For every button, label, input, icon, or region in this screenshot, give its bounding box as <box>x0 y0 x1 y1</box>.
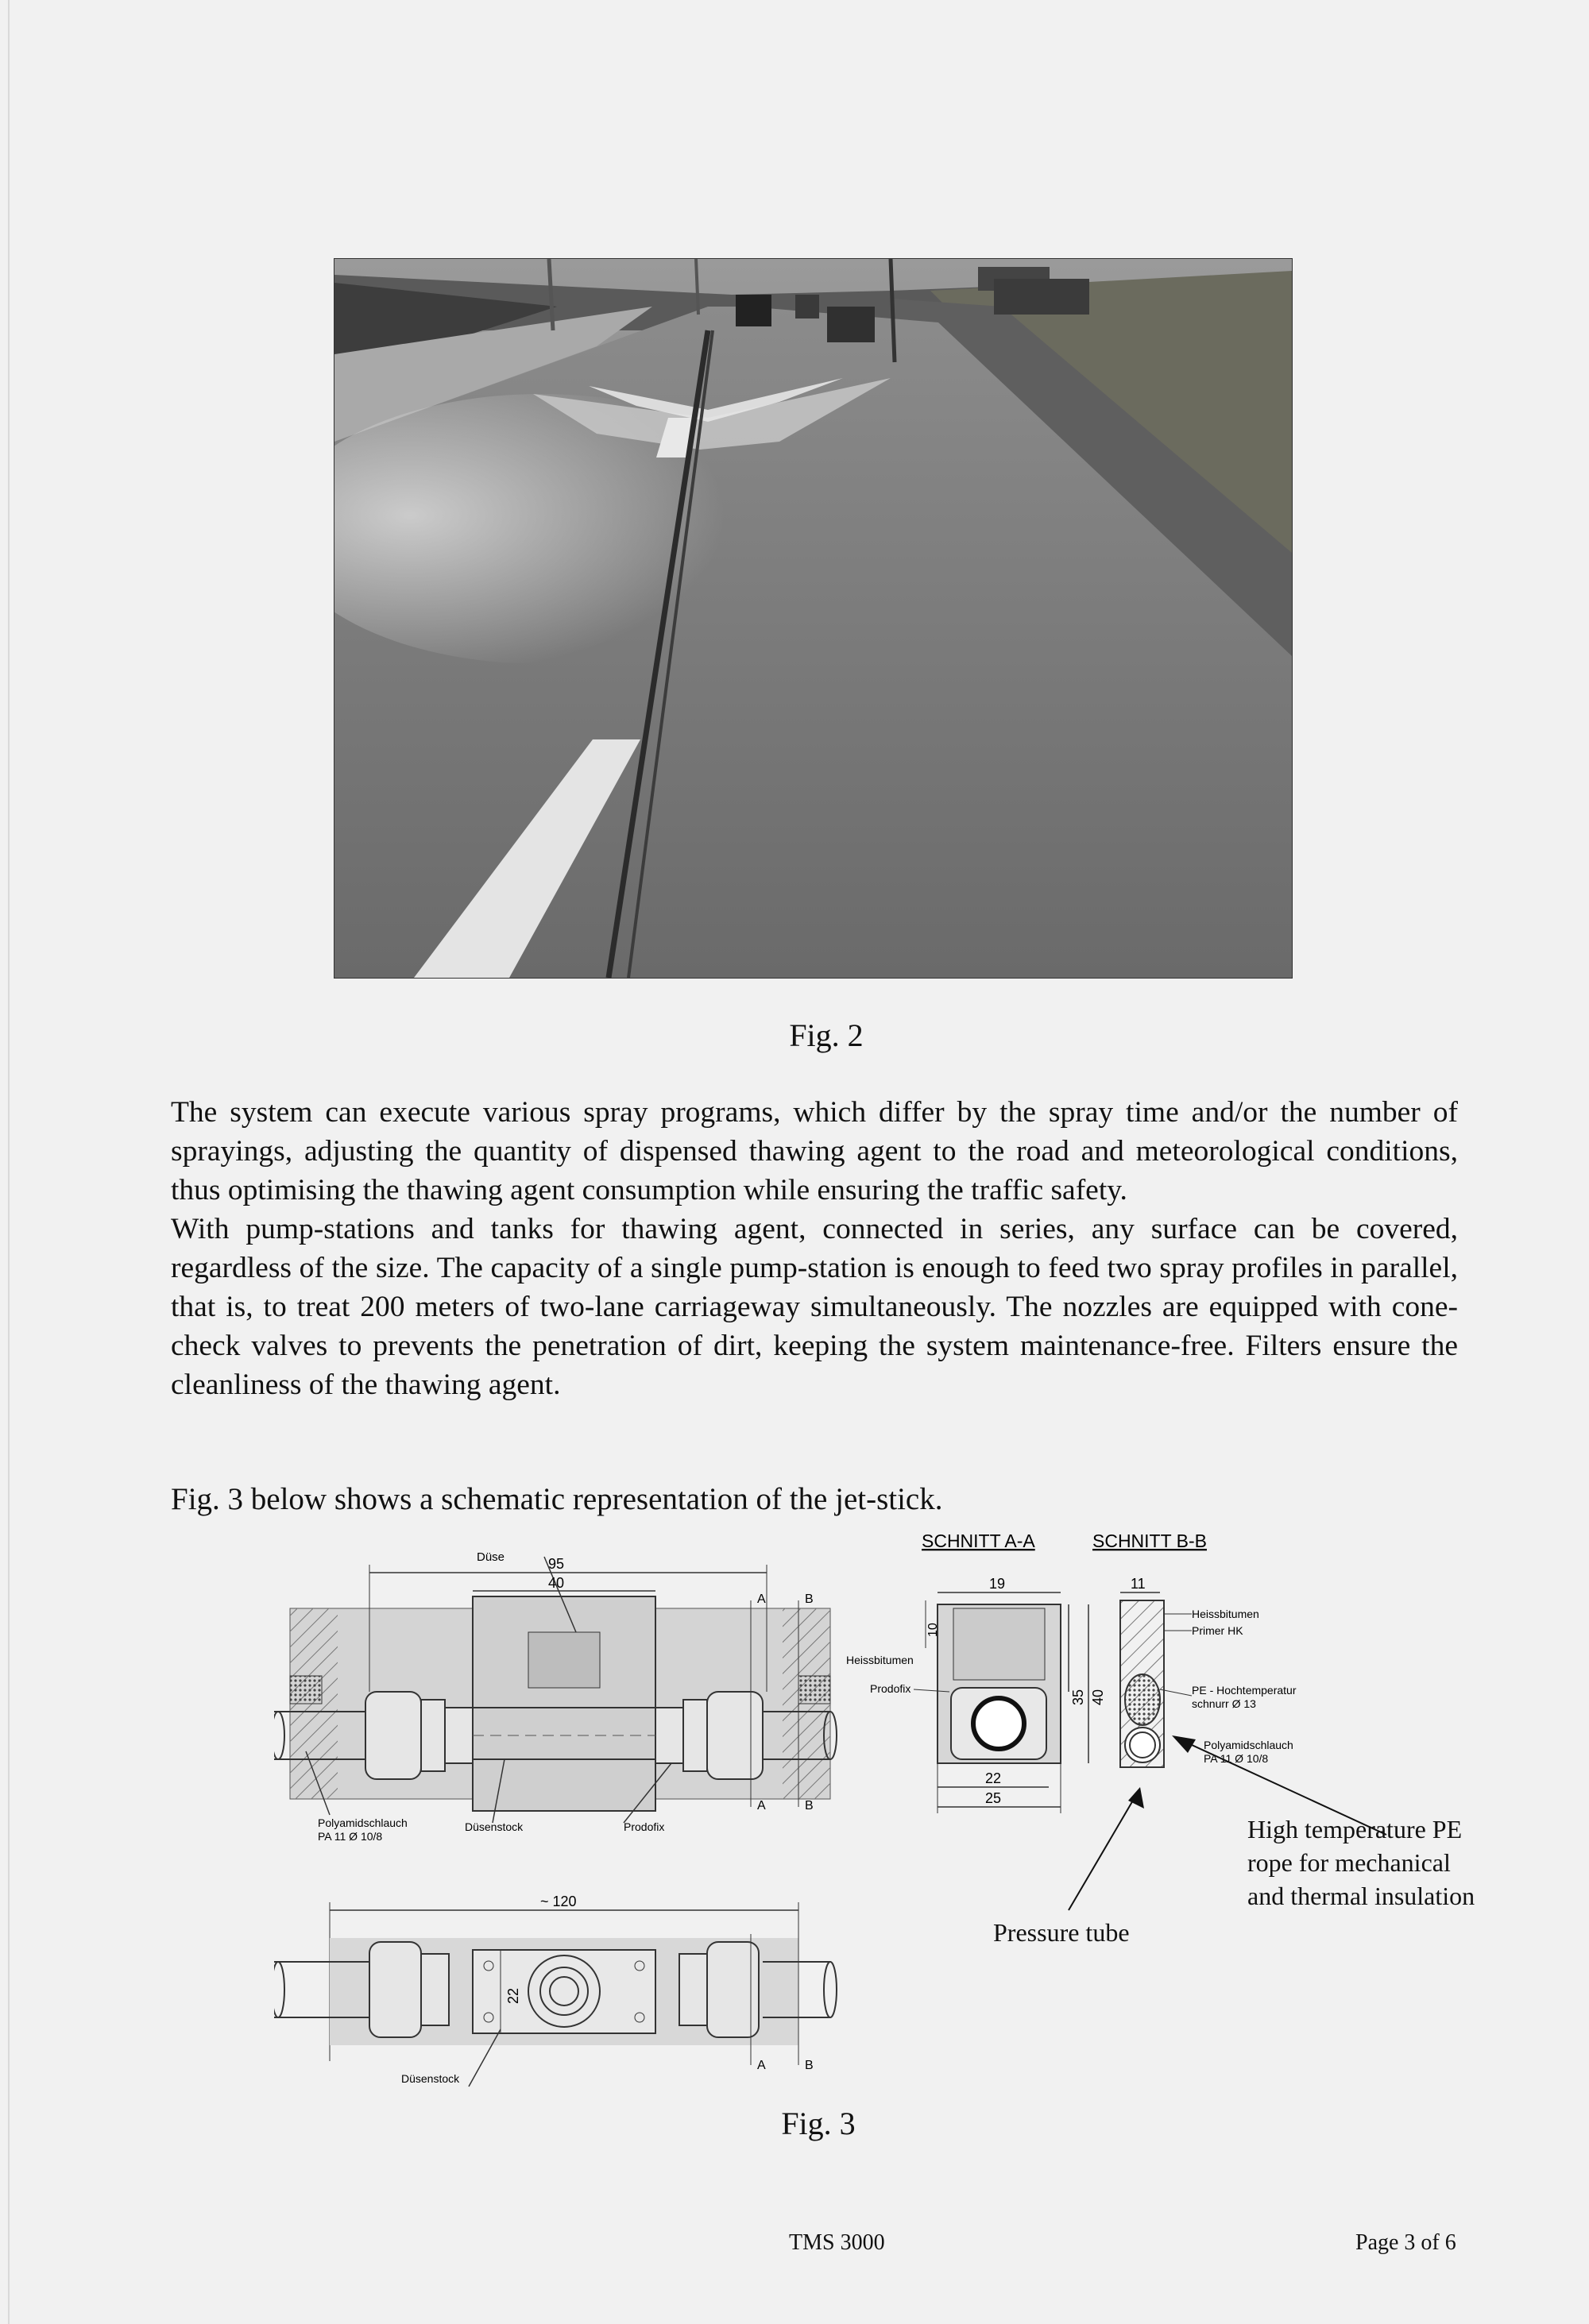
label-duese: Düse <box>477 1550 505 1564</box>
jet-stick-drawing <box>274 1521 1545 2097</box>
dim-19: 19 <box>989 1576 1006 1592</box>
label-prodofix-aa: Prodofix <box>870 1682 911 1695</box>
label-polyamid-bb-spec: PA 11 Ø 10/8 <box>1204 1752 1269 1765</box>
dim-22-section: 22 <box>985 1770 1002 1786</box>
label-heissbitumen-aa: Heissbitumen <box>846 1654 914 1666</box>
rope-annotation <box>1247 1812 1475 1913</box>
dim-11: 11 <box>1131 1576 1146 1592</box>
section-mark-b-bottom: B <box>805 1799 814 1812</box>
pressure-tube-annotation: Pressure tube <box>993 1918 1130 1947</box>
dim-25: 25 <box>985 1790 1002 1806</box>
figure-3-caption: Fig. 3 <box>781 2106 856 2141</box>
figure-3-intro: Fig. 3 below shows a schematic representation of the jet-stick. <box>171 1482 943 1516</box>
section-aa-title: SCHNITT A-A <box>922 1531 1035 1551</box>
label-duesenstock-plan: Düsenstock <box>401 2072 460 2085</box>
section-a-a <box>846 1531 1106 1813</box>
section-mark-b-top: B <box>805 1592 814 1606</box>
rope-annotation-line-2: rope for mechanical <box>1247 1848 1451 1877</box>
label-primer: Primer HK <box>1192 1624 1243 1637</box>
label-pe-rope-spec: schnurr Ø 13 <box>1192 1697 1256 1710</box>
footer-document-id: TMS 3000 <box>789 2230 885 2255</box>
body-text <box>171 1093 1458 1404</box>
dim-40: 40 <box>548 1575 565 1591</box>
rope-annotation-line-3: and thermal insulation <box>1247 1882 1475 1910</box>
paragraph-spray-programs: The system can execute various spray programs, which differ by the spray time and/or the number of sprayings, adjusting the quantity of dispensed thawing agent to the road and meteorological conditions, thus optimising the thawing agent consumption while ensuring the traffic safety. <box>171 1096 1458 1206</box>
label-polyamid-bb: Polyamidschlauch <box>1204 1739 1293 1751</box>
dim-22: 22 <box>505 1987 521 2004</box>
road-spray-photo <box>334 258 1293 979</box>
dim-35: 35 <box>1070 1689 1086 1705</box>
section-bb-title: SCHNITT B-B <box>1092 1531 1207 1551</box>
figure-2-caption: Fig. 2 <box>789 1017 864 1053</box>
section-mark-a-top: A <box>757 1592 766 1606</box>
label-heissbitumen-bb: Heissbitumen <box>1192 1608 1259 1620</box>
dim-95: 95 <box>548 1556 565 1572</box>
paragraph-pump-stations: With pump-stations and tanks for thawing agent, connected in series, any surface can be covered, regardless of the size. The capacity of a single pump-station is enough to feed two spray profiles in parallel, that is, to treat 200 meters of two-lane carriageway simultaneously. The nozzles are equipped with cone-check valves to prevents the penetration of dirt, keeping the system maintenance-free. Filters ensure the cleanliness of the thawing agent. <box>171 1213 1458 1401</box>
rope-annotation-line-1: High temperature PE <box>1247 1815 1463 1843</box>
dim-40-section: 40 <box>1090 1689 1106 1705</box>
label-pe-rope: PE - Hochtemperatur <box>1192 1684 1297 1697</box>
dim-10: 10 <box>926 1623 940 1637</box>
section-mark-a-plan: A <box>757 2059 766 2072</box>
page-edge <box>8 0 10 2324</box>
label-polyamid-spec: PA 11 Ø 10/8 <box>318 1830 383 1843</box>
section-mark-a-bottom: A <box>757 1799 766 1812</box>
section-mark-b-plan: B <box>805 2059 814 2072</box>
dim-120: ~ 120 <box>540 1894 577 1909</box>
label-prodofix: Prodofix <box>624 1820 665 1833</box>
label-duesenstock: Düsenstock <box>465 1820 524 1833</box>
plan-view <box>274 1894 837 2087</box>
footer-page-number: Page 3 of 6 <box>1355 2230 1456 2255</box>
longitudinal-view <box>274 1550 837 1843</box>
label-polyamidschlauch: Polyamidschlauch <box>318 1816 408 1829</box>
